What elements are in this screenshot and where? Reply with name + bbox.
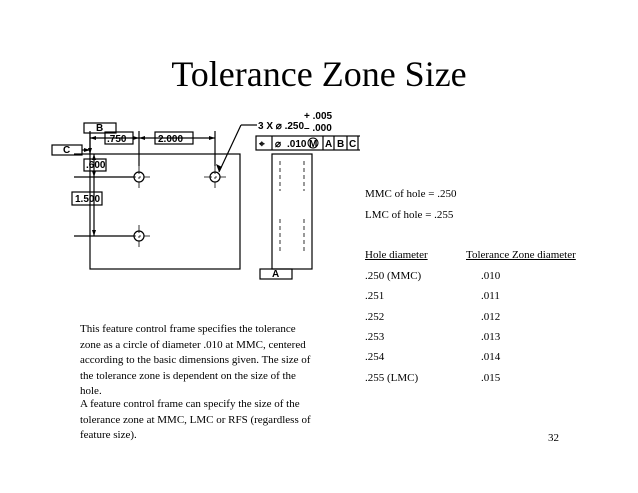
table-row-hole: .255 (LMC) bbox=[365, 372, 419, 384]
table-row-zone: .012 bbox=[481, 311, 501, 323]
callout-minus: – .000 bbox=[304, 123, 332, 134]
fcf-datum-a: A bbox=[325, 139, 333, 150]
dim-1500: 1.500 bbox=[75, 194, 101, 205]
page-number: 32 bbox=[548, 432, 559, 444]
dim-2000: 2.000 bbox=[158, 134, 184, 145]
position-symbol-icon: ⌖ bbox=[259, 139, 265, 150]
datum-c-label: C bbox=[63, 145, 71, 156]
side-view bbox=[272, 154, 312, 269]
callout-qty-dia: 3 X ⌀ .250 bbox=[258, 121, 305, 132]
description-paragraph-2: A feature control frame can specify the size of the tolerance zone at MMC, LMC or RFS (regardless of feature size). bbox=[80, 398, 311, 441]
col-header-hole: Hole diameter bbox=[365, 249, 428, 261]
dim-750: .750 bbox=[107, 134, 127, 145]
slide-title: Tolerance Zone Size bbox=[171, 54, 467, 94]
fcf-tolerance: .010 bbox=[287, 139, 307, 150]
lmc-line: LMC of hole = .255 bbox=[365, 209, 454, 221]
table-row-zone: .013 bbox=[481, 331, 501, 343]
table-row-hole: .252 bbox=[365, 311, 385, 323]
fcf-datum-b: B bbox=[337, 139, 345, 150]
dim-600: .600 bbox=[86, 160, 106, 171]
table-row-zone: .014 bbox=[481, 351, 501, 363]
table-row-hole: .251 bbox=[365, 290, 385, 302]
callout-plus: + .005 bbox=[304, 111, 333, 122]
datum-a-label: A bbox=[272, 269, 280, 280]
table-row-hole: .253 bbox=[365, 331, 385, 343]
fcf-datum-c: C bbox=[349, 139, 357, 150]
fcf-modifier: M bbox=[309, 139, 318, 150]
table-row-hole: .250 (MMC) bbox=[365, 270, 422, 282]
mmc-line: MMC of hole = .250 bbox=[365, 188, 457, 200]
table-row-zone: .010 bbox=[481, 270, 501, 282]
table-row-hole: .254 bbox=[365, 351, 385, 363]
description-paragraph-1: This feature control frame specifies the tolerance zone as a circle of diameter .010 at MMC, centered according to the basic dimensions given. The size of the tolerance zone is dependent on the size of the hole. bbox=[80, 323, 311, 397]
datum-b-label: B bbox=[96, 123, 104, 134]
table-row-zone: .011 bbox=[481, 290, 500, 302]
fcf-diameter-symbol: ⌀ bbox=[275, 139, 282, 150]
part-outline bbox=[90, 154, 240, 269]
col-header-zone: Tolerance Zone diameter bbox=[466, 249, 576, 261]
table-row-zone: .015 bbox=[481, 372, 501, 384]
engineering-drawing bbox=[50, 105, 360, 290]
